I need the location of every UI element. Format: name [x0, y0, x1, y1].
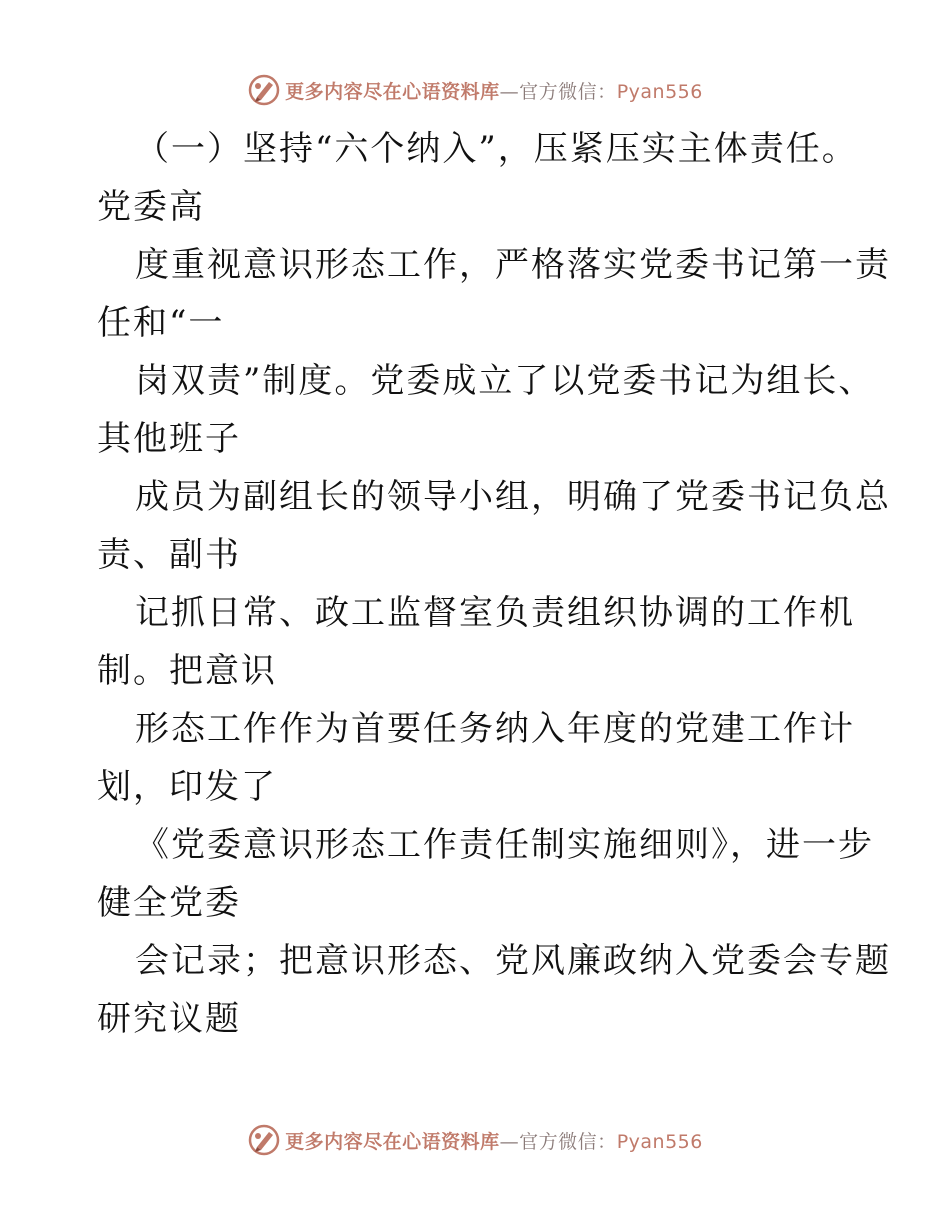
body-line: 岗双责”制度。党委成立了以党委书记为组长、	[135, 361, 875, 401]
header-watermark	[0, 70, 950, 110]
watermark-separator: —	[499, 1130, 520, 1153]
pen-circle-logo-icon	[247, 73, 281, 107]
body-line: 度重视意识形态工作，严格落实党委书记第一责	[135, 245, 891, 285]
body-line: 形态工作作为首要任务纳入年度的党建工作计	[135, 709, 855, 749]
watermark-sub: 官方微信：	[519, 80, 617, 103]
watermark-separator: —	[499, 80, 520, 103]
document-body	[97, 120, 891, 1048]
body-line: 健全党委	[97, 883, 241, 923]
watermark-id: Pyan556	[616, 1130, 703, 1153]
body-line: 《党委意识形态工作责任制实施细则》，进一步	[135, 825, 874, 865]
body-line: 责、副书	[97, 535, 241, 575]
body-line: 任和“一	[97, 303, 225, 343]
body-line: 会记录；把意识形态、党风廉政纳入党委会专题	[135, 941, 891, 981]
body-line: 党委高	[97, 187, 205, 227]
watermark-main: 更多内容尽在心语资料库	[285, 80, 500, 103]
watermark-sub: 官方微信：	[519, 1130, 617, 1153]
body-line: 划，印发了	[97, 767, 277, 807]
body-line: 记抓日常、政工监督室负责组织协调的工作机	[135, 593, 855, 633]
body-line: 制。把意识	[97, 651, 277, 691]
body-line: 研究议题	[97, 999, 241, 1039]
footer-watermark	[0, 1120, 950, 1160]
watermark-text	[285, 77, 703, 104]
watermark-id: Pyan556	[616, 80, 703, 103]
watermark-text	[285, 1127, 703, 1154]
body-line: 其他班子	[97, 419, 241, 459]
body-line: （一）坚持“六个纳入”，压紧压实主体责任。	[135, 129, 858, 169]
pen-circle-logo-icon	[247, 1123, 281, 1157]
watermark-main: 更多内容尽在心语资料库	[285, 1130, 500, 1153]
body-line: 成员为副组长的领导小组，明确了党委书记负总	[135, 477, 891, 517]
